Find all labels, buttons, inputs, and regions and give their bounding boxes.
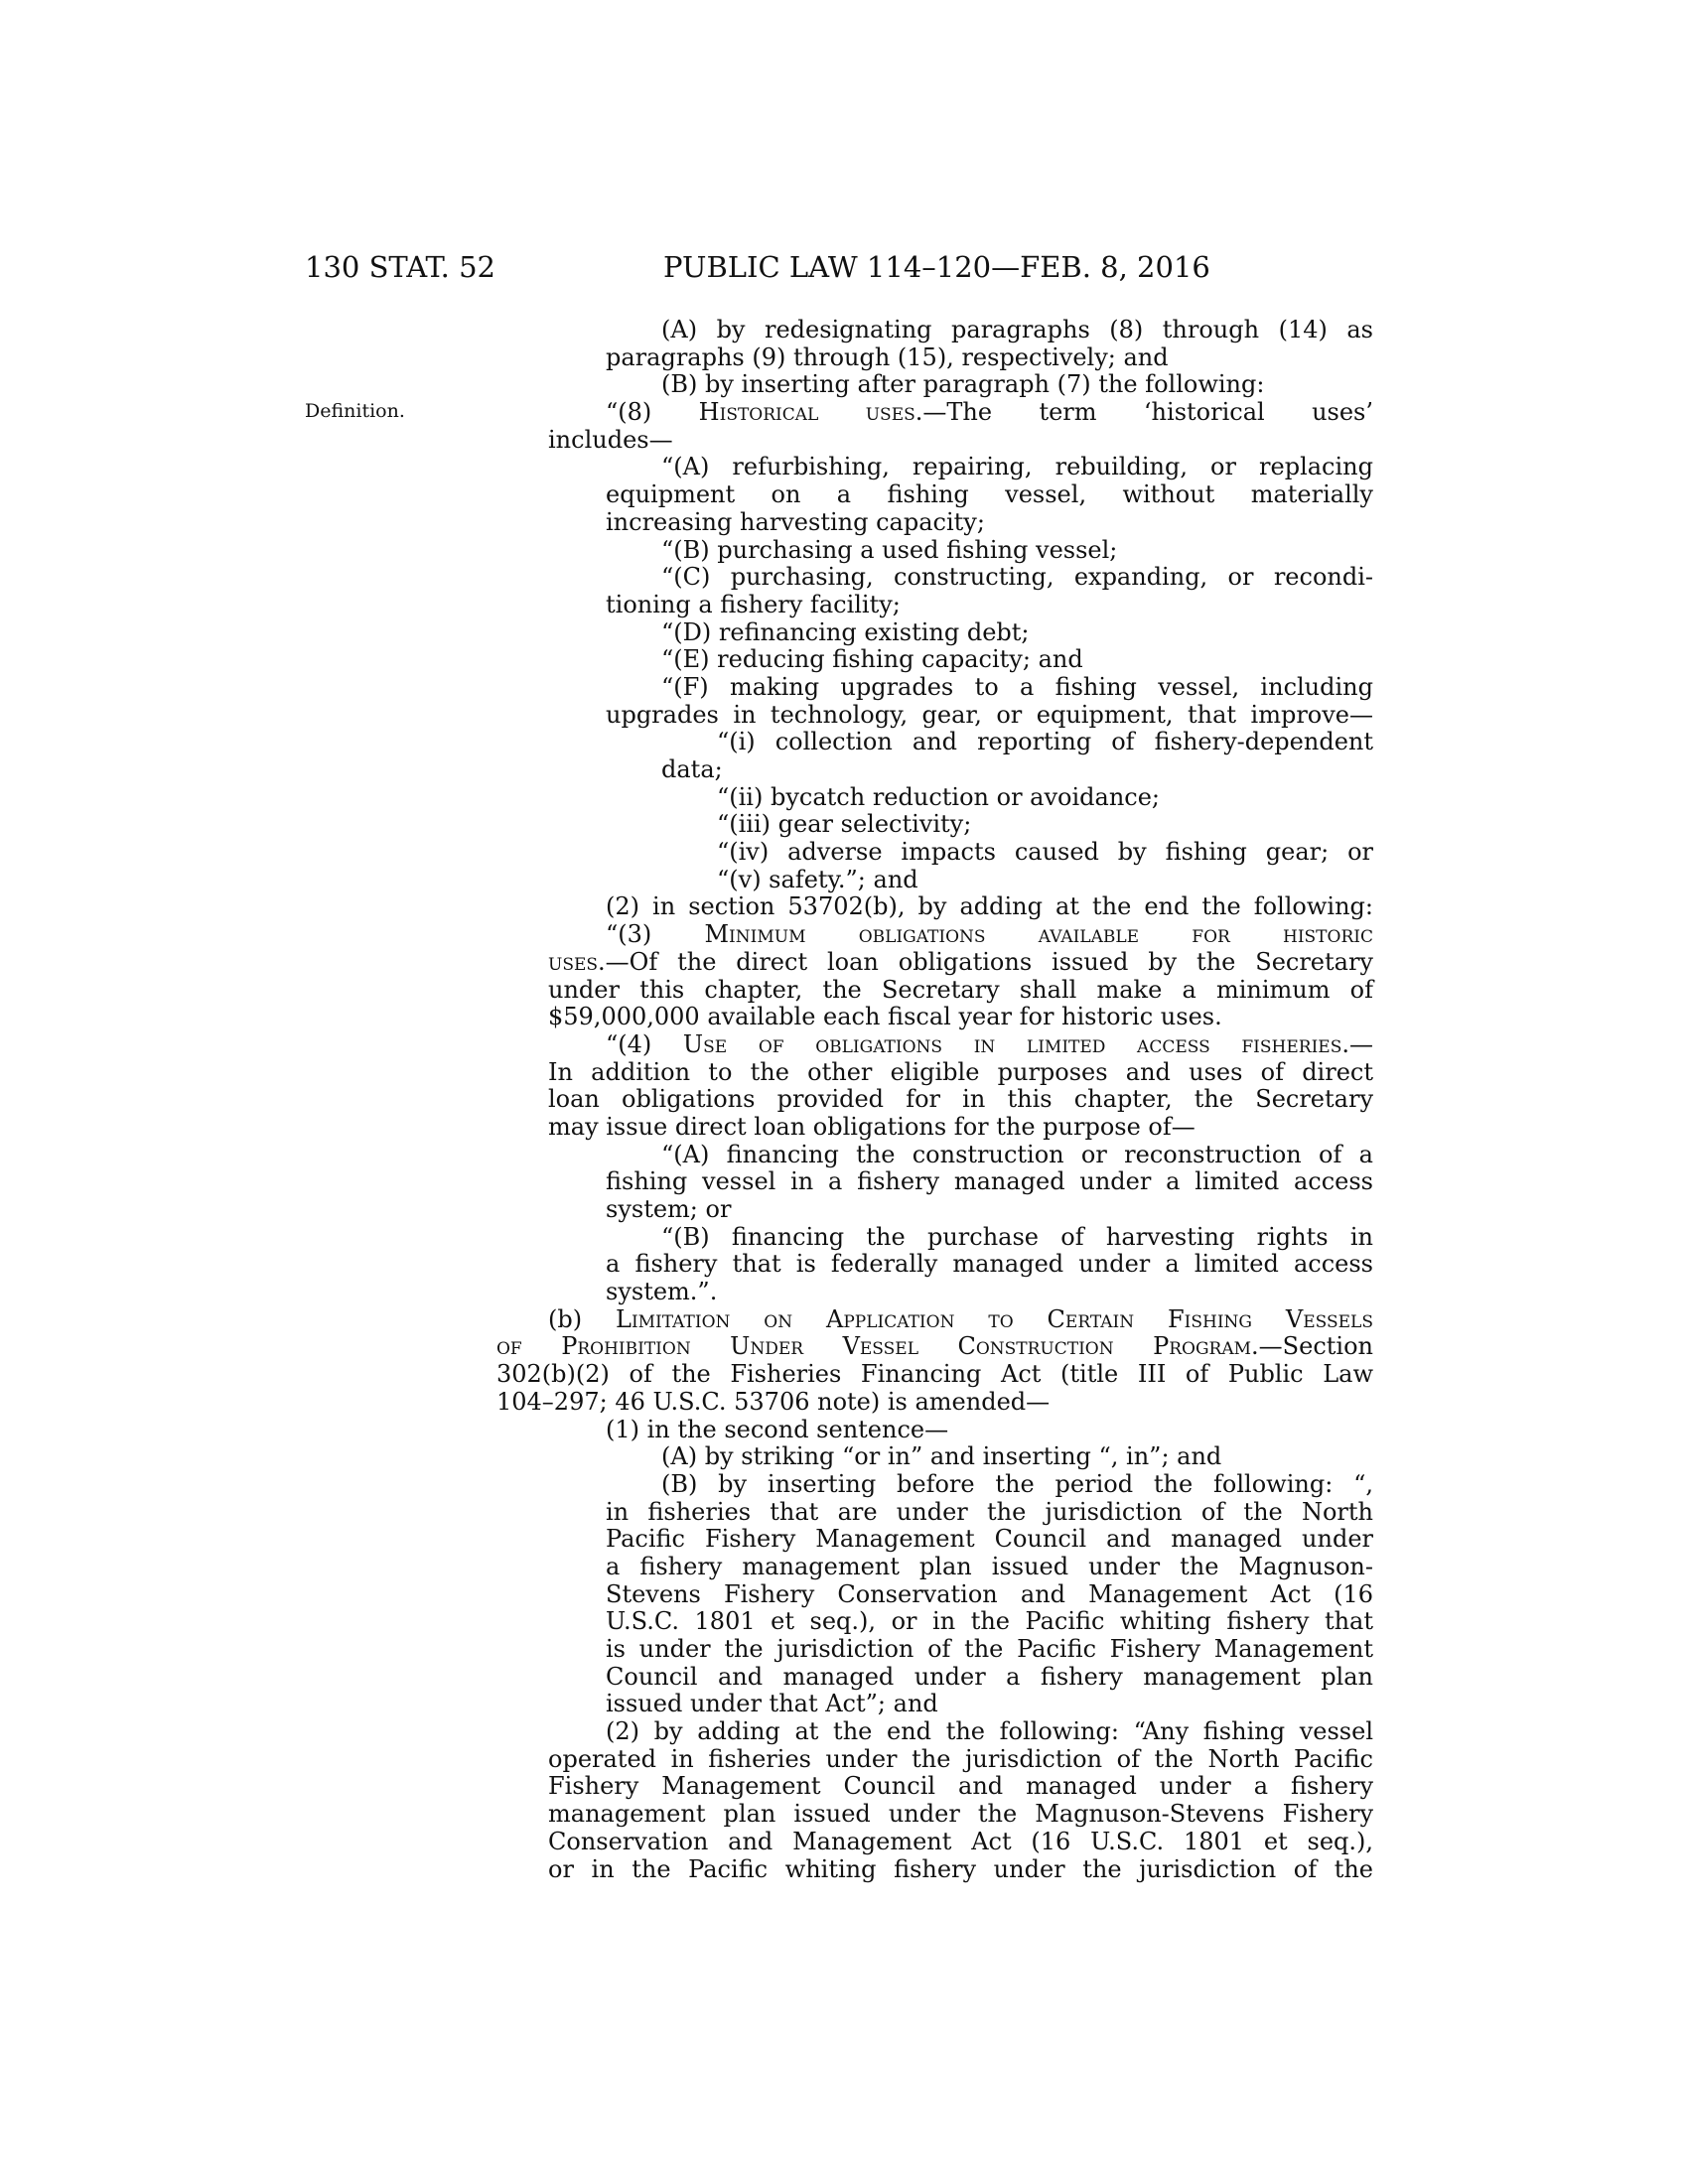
text-line: includes—: [548, 425, 673, 454]
margin-note: Definition.: [305, 400, 405, 422]
text-line: U.S.C. 1801 et seq.), or in the Pacific whiting fishery that: [606, 1607, 1373, 1636]
text-segment: .—: [1341, 1029, 1373, 1058]
small-caps-heading: Historical uses: [698, 398, 915, 427]
text-line: [606, 399, 1373, 427]
text-line: “(iii) gear selectivity;: [717, 810, 972, 839]
text-line: [606, 1031, 1373, 1059]
text-line: operated in fisheries under the jurisdiction of the North Pacific: [548, 1744, 1373, 1773]
text-line: is under the jurisdiction of the Pacific Fishery Management: [606, 1635, 1373, 1663]
text-line: $59,000,000 available each fiscal year for historic uses.: [548, 1003, 1222, 1031]
text-line: loan obligations provided for in this chapter, the Secretary: [548, 1085, 1373, 1114]
text-line: increasing harvesting capacity;: [606, 507, 985, 536]
page-header: [0, 0, 1688, 298]
text-line: (2) by adding at the end the following: “Any fishing vessel: [606, 1717, 1373, 1746]
text-line: management plan issued under the Magnuson-Stevens Fishery: [548, 1800, 1373, 1829]
text-line: In addition to the other eligible purposes and uses of direct: [548, 1057, 1373, 1086]
text-line: [548, 949, 1373, 977]
text-line: (2) in section 53702(b), by adding at the end the following:: [606, 892, 1373, 921]
text-segment: (b): [548, 1304, 616, 1333]
text-line: (A) by redesignating paragraphs (8) through (14) as: [661, 316, 1373, 343]
text-line: Fishery Management Council and managed under a fishery: [548, 1772, 1373, 1801]
text-line: “(E) reducing fishing capacity; and: [661, 645, 1083, 674]
text-line: [606, 921, 1373, 949]
text-line: “(A) financing the construction or reconstruction of a: [661, 1140, 1373, 1168]
text-line: “(iv) adverse impacts caused by fishing gear; or: [717, 838, 1373, 867]
text-line: “(C) purchasing, constructing, expanding, or recondi-: [661, 563, 1373, 592]
text-line: (B) by inserting after paragraph (7) the following:: [661, 370, 1265, 399]
text-line: paragraphs (9) through (15), respectively; and: [606, 342, 1169, 371]
text-segment: “(3): [606, 920, 705, 949]
small-caps-heading: Minimum obligations available for historic: [704, 920, 1373, 949]
text-line: [496, 1333, 1373, 1361]
text-line: (B) by inserting before the period the following: “,: [661, 1469, 1373, 1498]
text-line: Conservation and Management Act (16 U.S.C. 1801 et seq.),: [548, 1827, 1373, 1855]
small-caps-heading: of Prohibition Under Vessel Construction Program: [496, 1332, 1252, 1361]
text-line: equipment on a fishing vessel, without materially: [606, 480, 1373, 509]
text-line: system; or: [606, 1195, 732, 1223]
text-line: or in the Pacific whiting fishery under the jurisdiction of the: [548, 1854, 1373, 1883]
text-line: issued under that Act”; and: [606, 1690, 938, 1718]
text-line: “(D) refinancing existing debt;: [661, 617, 1030, 646]
text-line: fishing vessel in a fishery managed under a limited access: [606, 1167, 1373, 1196]
text-segment: “(8): [606, 398, 699, 427]
small-caps-heading: uses: [548, 947, 599, 976]
text-line: 302(b)(2) of the Fisheries Financing Act (title III of Public Law: [496, 1360, 1373, 1389]
text-line: upgrades in technology, gear, or equipment, that improve—: [606, 700, 1373, 729]
text-line: data;: [661, 755, 723, 783]
statute-body: [496, 316, 1373, 1883]
statute-page-number: 130 STAT. 52: [305, 250, 495, 284]
text-line: (1) in the second sentence—: [606, 1415, 949, 1443]
running-title: PUBLIC LAW 114–120—FEB. 8, 2016: [663, 250, 1210, 284]
text-line: system.”.: [606, 1278, 718, 1306]
text-segment: “(4): [606, 1029, 683, 1058]
text-line: Pacific Fishery Management Council and managed under: [606, 1525, 1373, 1554]
text-line: a fishery management plan issued under the Magnuson-: [606, 1552, 1373, 1580]
small-caps-heading: Limitation on Application to Certain Fishing Vessels: [616, 1304, 1373, 1333]
text-line: 104–297; 46 U.S.C. 53706 note) is amended—: [496, 1387, 1051, 1416]
text-line: [548, 1306, 1373, 1334]
text-line: Stevens Fishery Conservation and Management Act (16: [606, 1579, 1373, 1608]
text-line: may issue direct loan obligations for the purpose of—: [548, 1112, 1196, 1141]
text-line: tioning a fishery facility;: [606, 590, 901, 618]
text-line: a fishery that is federally managed under a limited access: [606, 1250, 1373, 1279]
text-line: Council and managed under a fishery management plan: [606, 1662, 1373, 1691]
text-line: (A) by striking “or in” and inserting “, in”; and: [661, 1442, 1222, 1471]
text-line: “(i) collection and reporting of fishery-dependent: [717, 728, 1373, 756]
text-segment: .—The term ‘historical uses’: [914, 398, 1373, 427]
text-segment: .—Of the direct loan obligations issued by the Secretary: [598, 947, 1373, 976]
text-line: “(A) refurbishing, repairing, rebuilding, or replacing: [661, 453, 1373, 481]
text-line: “(B) purchasing a used fishing vessel;: [661, 535, 1118, 564]
text-line: “(F) making upgrades to a fishing vessel, including: [661, 672, 1373, 701]
text-line: under this chapter, the Secretary shall make a minimum of: [548, 975, 1373, 1004]
text-line: “(ii) bycatch reduction or avoidance;: [717, 782, 1161, 811]
text-line: in fisheries that are under the jurisdiction of the North: [606, 1497, 1373, 1526]
small-caps-heading: Use of obligations in limited access fisheries: [682, 1029, 1342, 1058]
text-line: “(v) safety.”; and: [717, 865, 918, 893]
text-line: “(B) financing the purchase of harvesting rights in: [661, 1222, 1373, 1251]
text-segment: .—Section: [1251, 1332, 1373, 1361]
